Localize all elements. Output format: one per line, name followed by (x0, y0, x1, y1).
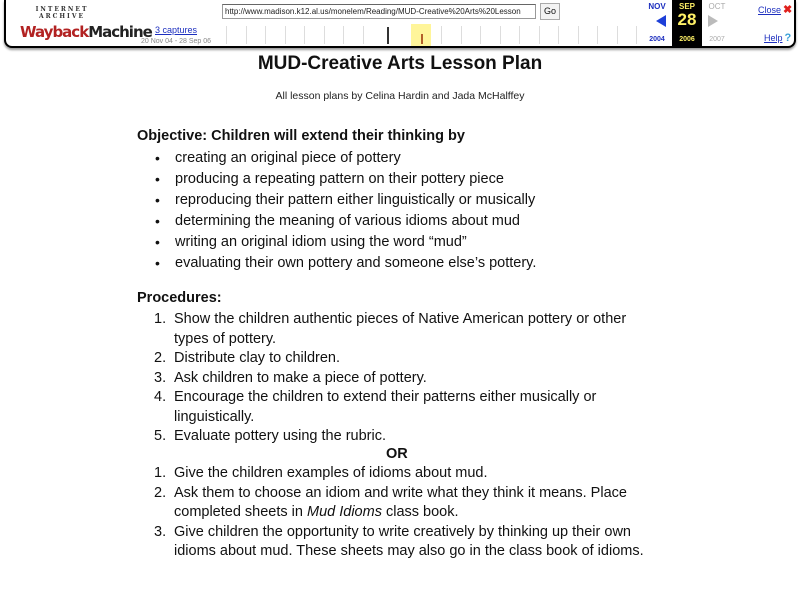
go-button[interactable]: Go (540, 3, 560, 20)
next-month: OCT (708, 2, 726, 11)
prev-month: NOV (648, 2, 666, 11)
procedure-step: 5. Evaluate pottery using the rubric. (154, 428, 386, 444)
next-year: 2007 (709, 36, 725, 43)
help-button[interactable] (764, 32, 791, 44)
help-link[interactable]: Help (764, 33, 783, 43)
procedure-step: 1. Give the children examples of idioms about mud. (154, 465, 488, 481)
timeline-tick (246, 26, 247, 44)
timeline-tick (461, 26, 462, 44)
timeline-tick (617, 26, 618, 44)
current-month: SEP (678, 2, 695, 11)
lesson-plan-document (0, 48, 800, 559)
procedure-step: 3. Ask children to make a piece of pottery. (154, 369, 427, 386)
timeline-tick (636, 26, 637, 44)
close-link[interactable]: Close (758, 5, 782, 15)
procedure-step: 2. Distribute clay to children. (154, 350, 341, 366)
internet-archive-label: INTERNET ARCHIVE (35, 6, 89, 20)
timeline-tick (441, 26, 442, 44)
page-title: MUD-Creative Arts Lesson Plan (257, 53, 543, 74)
objective-item: • reproducing their pattern either linguistically or musically (155, 190, 536, 211)
procedure-step: 2. Ask them to choose an idiom and write what they think it means. Place completed sheets in Mud Idioms class book. (154, 484, 627, 520)
timeline-tick (500, 26, 501, 44)
objective-item: • evaluating their own pottery and someone else’s pottery. (155, 253, 536, 274)
timeline-tick (285, 26, 286, 44)
capture-marker-current[interactable] (421, 34, 423, 44)
objective-item: • creating an original piece of pottery (155, 148, 536, 169)
help-icon[interactable]: ? (784, 32, 792, 44)
book-title: Mud Idioms (307, 504, 382, 520)
timeline-tick (539, 26, 540, 44)
or-divider: OR (386, 446, 408, 462)
prev-year: 2004 (649, 36, 665, 43)
wayback-logo[interactable] (20, 6, 152, 42)
wayback-toolbar (4, 0, 796, 48)
month-navigator (642, 0, 732, 46)
timeline-tick (324, 26, 325, 44)
objective-item: • determining the meaning of various idioms about mud (155, 211, 536, 232)
objective-item: • writing an original idiom using the word “mud” (155, 232, 536, 253)
timeline-tick (363, 26, 364, 44)
procedure-step: 4. Encourage the children to extend their patterns either musically or linguistically. (154, 389, 597, 425)
prev-arrow-icon[interactable] (656, 15, 666, 27)
capture-timeline[interactable] (218, 22, 638, 46)
timeline-tick (265, 26, 266, 44)
objective-item: • producing a repeating pattern on their pottery piece (155, 169, 536, 190)
captures-range: 20 Nov 04 - 28 Sep 06 (140, 38, 212, 45)
next-capture (702, 0, 732, 46)
timeline-tick (578, 26, 579, 44)
next-arrow-icon (708, 15, 718, 27)
close-icon[interactable]: ✖ (783, 4, 793, 16)
timeline-tick (519, 26, 520, 44)
procedures-list-b (154, 464, 664, 562)
procedures-heading: Procedures: (137, 290, 222, 306)
captures-info (136, 25, 216, 45)
close-button[interactable] (758, 3, 792, 16)
objective-heading: Objective: Children will extend their thinking by (137, 128, 465, 144)
timeline-tick (480, 26, 481, 44)
current-day: 28 (677, 10, 697, 29)
timeline-tick (304, 26, 305, 44)
current-capture (672, 0, 702, 46)
objectives-list (155, 148, 536, 274)
current-year: 2006 (679, 36, 695, 43)
timeline-tick (226, 26, 227, 44)
wayback-machine-wordmark: WaybackMachine (20, 23, 152, 41)
timeline-tick (597, 26, 598, 44)
timeline-tick (558, 26, 559, 44)
url-input[interactable]: http://www.madison.k12.al.us/monelem/Reading/MUD-Creative%20Arts%20Lesson (222, 4, 536, 19)
capture-marker-2004[interactable] (387, 27, 389, 44)
timeline-tick (343, 26, 344, 44)
prev-capture[interactable] (642, 0, 672, 46)
procedure-step: 3. Give children the opportunity to write creatively by thinking up their own idioms about mud. These sheets may also go in the class book of idioms. (154, 523, 644, 559)
authors-line: All lesson plans by Celina Hardin and Jada McHalffey (275, 90, 525, 102)
procedures-list-a (154, 310, 664, 447)
procedure-step: 1. Show the children authentic pieces of Native American pottery or other types of pottery. (154, 311, 627, 347)
captures-link[interactable]: 3 captures (154, 25, 198, 35)
